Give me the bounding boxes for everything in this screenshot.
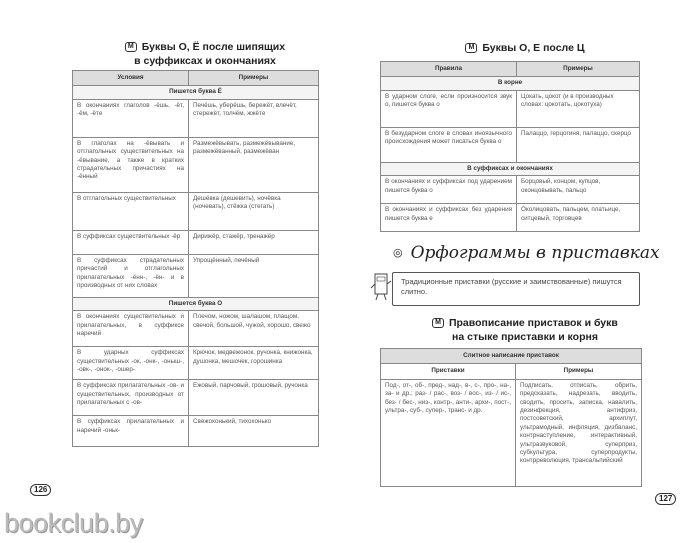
table-row: В ударных суффиксах существительных -ок, -онк-, -оныш-, -овк-, -онок-, -ошер- Крючок, медвежонок, ручонка, книжонка, душонка, мешочек, горошинка: [73, 347, 319, 380]
o-e-after-ts-table: [380, 61, 640, 232]
section-badge: M: [465, 43, 477, 53]
right-title: M Буквы О, Е после Ц: [380, 41, 670, 55]
table-row: В суффиксах прилагательных и наречий -оньк- Свежохонький, тихохонько: [73, 416, 319, 447]
page-number: 127: [655, 493, 676, 505]
section-badge: M: [125, 42, 137, 52]
header-examples: Примеры: [517, 62, 640, 77]
table-row: В окончаниях глаголов -ёшь, -ёт, -ём, -ёте Печёшь, уберёшь, бережёт, влечёт, стережёт, толчём, жжёте: [73, 99, 319, 137]
robot-mascot-icon: [370, 272, 392, 302]
table-caption: Слитное написание приставок: [381, 349, 642, 364]
section-o: Пишется буква О: [73, 297, 319, 310]
section-heading: ◎ Орфограммы в приставках: [393, 243, 660, 263]
header-examples: Примеры: [516, 364, 642, 379]
rule-note: Традиционные приставки (русские и заимствованные) пишутся слитно.: [392, 272, 640, 306]
header-conditions: Условия: [73, 71, 189, 86]
table-row: В суффиксах существительных -ёр Дирижёр, стажёр, тренажёр: [73, 230, 319, 254]
section-badge: M: [432, 318, 444, 328]
o-e-after-sibilants-table: [72, 70, 319, 447]
right-page: [350, 0, 700, 543]
table-row: В безударном слоге в словах иноязычного происхождения может писаться буква о Палаццо, герцогиня, палаццо, скерцо: [381, 127, 640, 162]
table-row: В ударном слоге, если произносится звук о, пишется буква о Цокать, цокот (и в производных словах: цокотать, цокотуха): [381, 90, 640, 127]
section-root: В корне: [381, 77, 640, 90]
page-number: 126: [30, 484, 51, 496]
header-examples: Примеры: [189, 71, 319, 86]
table-row: В окончаниях существительных и прилагательных, в суффиксе наречий Плечом, ножом, шалашом, плащом, свечой, большой, чужой, хорошо, свежо: [73, 311, 319, 347]
prefix-table: [380, 348, 642, 487]
table-row: В суффиксах прилагательных -ов- и существительных, производных от прилагательных с -ов- Ежовый, парчовый, грошовый, ручонка: [73, 380, 319, 416]
header-rules: Правила: [381, 62, 517, 77]
table-row: В глаголах на -ёвывать и отглагольных существительных на -ёвывание, а также в кратких страдательных причастиях на -ённый Размежёвывать, размежёвывание, размежёванный, размежёван: [73, 137, 319, 192]
table-row: В суффиксах страдательных причастий и отглагольных прилагательных -ённ-, -ён- и в производных от них словах Упрощённый, печёный: [73, 254, 319, 297]
prefix-subtitle: M Правописание приставок и букв на стыке приставки и корня: [380, 316, 670, 344]
watermark: bookclub.by: [4, 508, 143, 538]
table-row: В отглагольных существительных Дешёвка (дешевить), ночёвка (ночевать), стёжка (стегать): [73, 192, 319, 230]
header-prefixes: Приставки: [381, 364, 516, 379]
table-row: В окончаниях и суффиксах под ударением пишется буква о Борцовый, концом, купцов, оконцовывать, пальцо: [381, 176, 640, 204]
table-row: Под-, от-, об-, пред-, над-, в-, с-, про-, на-, за- и др.; раз- / рас-, воз- / вос-, из- / ис-, без- / бес-, низ-, контр-, анти-, архи-, пост-, ультра-, суб-, супер-, транс- и др. Подписать, отписать, обрить, предсказать, надрезать, вводить, сводить, просить, записка, навалить, дезинфекция, антифриз, постсоветский, архиплут, ультрамодный, инфляция, дизбаланс, контрнаступление, интерактивный, ультразвуковой, суперприз, субкультура, суперпродукты, контрреволюция, трансальпийский: [381, 379, 642, 486]
section-e: Пишется буква Ё: [73, 86, 319, 99]
section-bullet-icon: ◎: [393, 246, 403, 259]
left-title: M Буквы О, Ё после шипящих в суффиксах и окончаниях: [60, 40, 350, 68]
section-suffix: В суффиксах и окончаниях: [381, 162, 640, 175]
table-row: В окончаниях и суффиксах без ударения пишется буква е Околицовать, пальцем, платьице, ситцевый, торговцев: [381, 204, 640, 232]
